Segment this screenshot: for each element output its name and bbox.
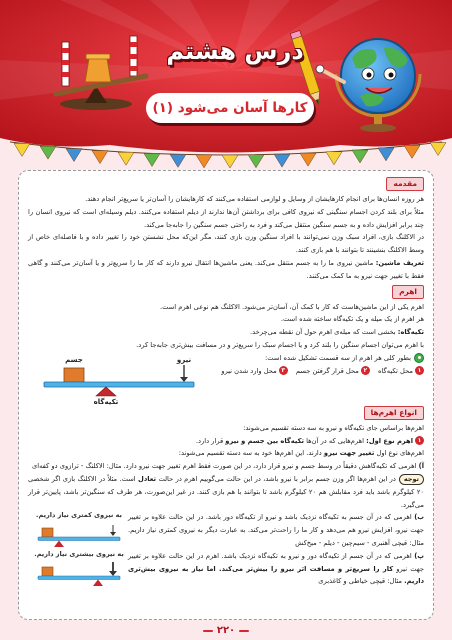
bunting-flag [66,149,82,162]
first-class-subtypes-a: اهرم‌های نوع اول [374,449,424,458]
diagram-fulcrum-label: تکیه‌گاه [93,397,119,406]
lever-part-text: محل قرار گرفتن جسم [295,366,359,375]
bunting-flag [248,155,264,168]
bunting-flag [352,150,368,163]
machine-definition [28,257,424,283]
less-force-label: به نیروی کمتری نیاز داریم. [36,511,122,520]
diagram-load-box [64,368,84,382]
bunting-flag [118,152,134,165]
note-text-a: در این اهرم‌ها اگر وزن جسم برابر با نیرو باشد، در این حالت می‌گوییم اهرم در حالت [156,474,396,483]
page-number-ornament [203,630,213,632]
subtype-c-label: پ) [414,551,424,560]
lever-part-number: ۳ [279,366,288,375]
lever-paragraph-2: هر اهرم از یک میله و یک تکیه‌گاه ساخته شده است. [280,315,424,324]
first-class-end: قرار دارد. [195,436,226,445]
less-force-diagram [34,521,124,547]
lever-parts-diagram [34,352,199,406]
lever-part-item [221,367,287,375]
lever-section [28,285,424,406]
subtype-b-text: اهرمی که در آن جسم به تکیه‌گاه نزدیک باشد و نیرو از تکیه‌گاه دور باشد. در این حالت علاوه بر تغییر جهت نیرو، افزایش نیرو هم می‌دهد و کار ما را راحت‌تر می‌کند. به عبارت دیگر به نیروی کمتری نیاز داریم. مثال: قیچی آهنبری - سیم‌چین - دیلم - میخ‌کش [128,513,424,547]
striped-post-left [62,42,69,86]
intro-paragraph-3: در الاکلنگ بازی، افراد سبک وزن نمی‌توانند با افراد سنگین وزن بازی کنند، مگر این‌که محل نشستن خود را تغییر داده و با فاصله‌ای خاص از وسط الاکلنگ بنشینند تا بتوانند با هم بازی کنند. [28,233,424,255]
lever-part-text: محل تکیه‌گاه [378,366,413,375]
bunting-flag [404,145,420,158]
lever-part-number: ۲ [361,366,370,375]
lesson-title [146,93,314,123]
bunting-flag [326,152,342,165]
note-text-b: است. مثلاً در الاکلنگ بازی اگر شخصی ۲۰ کیلوگرم باشد باید فرد مقابلش هم ۲۰ کیلوگرم باشد تا بتوانند با هم بازی کنند. در غیر این‌صورت، هر طرف که سنگین‌تر باشد، پایین‌تر قرار می‌گیرد. [28,474,424,509]
bunting-flag [300,153,316,166]
lever-part-item [296,367,370,375]
first-class-subtypes-c: دارند. این اهرم‌ها خود به سه دسته تقسیم می‌شوند: [178,449,324,458]
subtype-a-label: آ) [418,462,424,471]
lever-section-label: اهرم [392,285,424,299]
fulcrum-definition-text: بخشی است که میله‌ی اهرم حول آن نقطه می‌چرخد. [250,328,398,337]
subtype-a-text: اهرمی که تکیه‌گاهش دقیقاً در وسط جسم و نیرو قرار دارد، در این صورت فقط اهرم تغییر جهت نیرو دارد. مثال: الاکلنگ - ترازوی دو کفه‌ای [32,462,419,471]
lesson-content-box [18,170,434,620]
lever-part-item [378,367,424,375]
diagram-lever-bar [44,382,194,387]
first-class-number: ۱ [415,436,424,445]
header-banner [0,0,452,172]
page-number-text: ۲۲۰ [216,625,236,636]
bunting-flag [14,143,30,156]
bunting-flag [40,146,56,159]
lever-part-number: ۱ [415,366,424,375]
bunting-flag [144,153,160,166]
subtype-a [28,460,424,473]
first-class-text: اهرم‌هایی که در آن‌ها [303,436,367,445]
subtype-b-label: ب) [414,513,424,522]
fulcrum-definition [28,326,424,339]
first-class-label: اهرم نوع اول: [366,436,413,445]
intro-section-label: مقدمه [386,177,424,191]
pot-icon [85,54,111,82]
lever-force-comparison [34,511,124,589]
intro-section [28,177,424,283]
bunting-flag [196,155,212,168]
lever-types-section [28,406,424,588]
more-force-label: به نیروی بیشتری نیاز داریم. [34,550,124,559]
tip-icon [414,353,424,363]
diagram-force-arrow-icon [180,365,188,382]
machine-definition-text: ماشین نیروی ما را به جسم منتقل می‌کند. یعنی ماشین‌ها انتقال نیرو دارند که کار ما را سریع‌تر و یا آسان‌تر می‌کنند و گاهی فقط با تغییر جهت نیرو به ما کمک می‌کنند. [28,258,424,280]
first-class-lever [28,435,424,448]
diagram-load-label: جسم [65,355,83,364]
striped-post-right [130,36,137,76]
lesson-number: درس هشتم [166,37,304,65]
lever-part-text: محل وارد شدن نیرو [221,366,277,375]
intro-paragraph-2: مثلاً برای بلند کردن اجسام سنگینی که نیروی کافی برای برداشتن آن‌ها ندارند از دیلم استفاده می‌کنند. دیلم وسیله‌ای است که نیروی انسان را چند برابر افزایش داده و به جسم سنگین منتقل می‌کند و فرد به راحتی جسم سنگین را جابه‌جا می‌کند. [28,207,424,229]
note-bold: تعادل [138,474,157,483]
lever-types-section-label: انواع اهرم‌ها [364,406,424,420]
page-number-ornament [239,630,249,632]
note-badge: توجه [399,474,424,485]
first-class-bold: تکیه‌گاه بین جسم و نیرو [225,436,304,445]
subtype-c-end: مثال: قیچی خیاطی و کاغذبری [318,577,405,586]
lever-types-intro: اهرم‌ها براساس جای تکیه‌گاه و نیرو به سه دسته تقسیم می‌شوند: [243,423,424,432]
diagram-fulcrum [96,387,116,396]
bunting-flag [92,151,108,164]
lever-paragraph-1: اهرم یکی از این ماشین‌هاست که کار با کمک آن، آسان‌تر می‌شود. الاکلنگ هم نوعی اهرم است. [160,302,424,311]
machine-definition-label: تعریف ماشین: [375,258,424,267]
bunting-flag [222,155,238,168]
more-force-diagram [34,560,124,586]
note-paragraph [28,473,424,511]
diagram-force-label: نیرو [176,355,192,364]
lesson-title-text: کارها آسان می‌شود (۱) [152,100,308,116]
first-class-subtypes-bold: تغییر جهت نیرو [323,449,375,458]
page-number [196,623,256,638]
bunting-flag [430,142,446,155]
lever-parts-intro-text: بطور کلی هر اهرم از سه قسمت تشکیل شده است: [265,353,411,362]
bunting-flag [170,154,186,167]
subtype-c-text: اهرمی که در آن جسم از تکیه‌گاه دور و نیرو به تکیه‌گاه نزدیک باشد. اهرم در این حالت علاوه بر تغییر جهت نیرو [128,551,424,573]
intro-paragraph-1: هر روزه انسان‌ها برای انجام کارهایشان از وسایل و لوازمی استفاده می‌کنند که کارهایشان را آسان‌تر یا سریع‌تر انجام دهند. [85,195,424,203]
bunting-flag [378,148,394,161]
first-class-subtypes [28,447,424,460]
lever-paragraph-4: با اهرم می‌توان اجسام سنگین را بلند کرد و یا اجسام سبک را سریع‌تر و در مسافت بیش‌تری جابه‌جا کرد. [136,340,424,349]
fulcrum-definition-label: تکیه‌گاه: [397,328,424,337]
subtype-c-bold: کار را سریع‌تر و مسافت اثر نیرو را بیش‌تر می‌کند. اما نیاز به نیروی بیش‌تری داریم. [128,564,424,586]
bunting-flag [274,154,290,167]
